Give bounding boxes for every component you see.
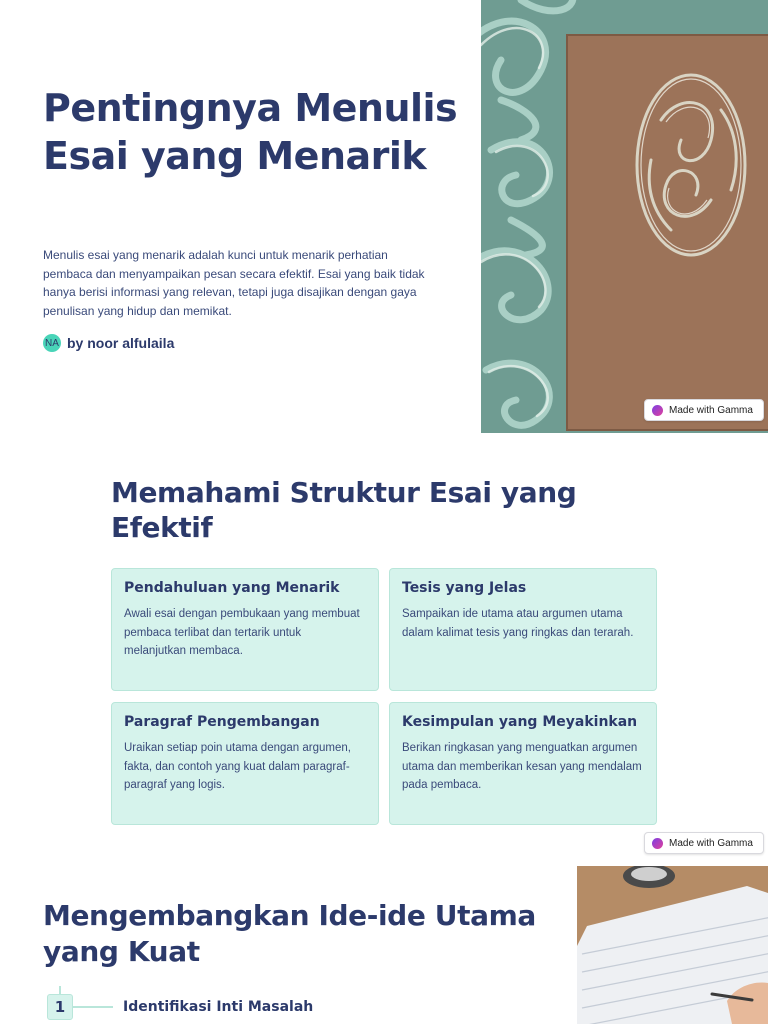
card-tesis xyxy=(389,568,657,691)
card-text: Berikan ringkasan yang menguatkan argumen utama dan memberikan kesan yang mendalam pada pembaca. xyxy=(402,742,642,791)
step-item xyxy=(47,994,313,1020)
avatar: NA xyxy=(43,334,61,352)
step-number: 1 xyxy=(47,994,73,1020)
slide-1-description: Menulis esai yang menarik adalah kunci untuk menarik perhatian pembaca dan menyampaikan pesan secara efektif. Esai yang baik tidak hanya berisi informasi yang relevan, tetapi juga disajikan dengan gaya penulisan yang hidup dan memikat. xyxy=(43,248,425,318)
card-title: Paragraf Pengembangan xyxy=(124,714,320,730)
slide-2 xyxy=(0,433,768,866)
card-kesimpulan xyxy=(389,702,657,825)
author-name: by noor alfulaila xyxy=(67,335,175,351)
slide-1-title: Pentingnya Menulis Esai yang Menarik xyxy=(43,86,458,178)
card-text: Awali esai dengan pembukaan yang membuat pembaca terlibat dan tertarik untuk melanjutkan membaca. xyxy=(124,608,360,657)
step-connector-line xyxy=(73,1006,113,1008)
card-title: Tesis yang Jelas xyxy=(402,580,527,596)
slide-1 xyxy=(0,0,768,433)
slide-3-title: Mengembangkan Ide-ide Utama yang Kuat xyxy=(43,899,536,968)
made-with-gamma-badge[interactable] xyxy=(644,399,764,421)
card-text: Sampaikan ide utama atau argumen utama dalam kalimat tesis yang ringkas dan terarah. xyxy=(402,608,634,639)
ornamental-carving-image xyxy=(481,0,768,433)
badge-label: Made with Gamma xyxy=(669,837,753,849)
card-paragraf xyxy=(111,702,379,825)
slide-3 xyxy=(0,866,768,1024)
badge-label: Made with Gamma xyxy=(669,404,753,416)
card-pendahuluan xyxy=(111,568,379,691)
card-title: Pendahuluan yang Menarik xyxy=(124,580,340,596)
gamma-logo-icon xyxy=(652,838,663,849)
slide-2-title: Memahami Struktur Esai yang Efektif xyxy=(111,476,577,544)
author-block xyxy=(43,334,174,352)
card-text: Uraikan setiap poin utama dengan argumen, fakta, dan contoh yang kuat dalam paragraf-paragraf yang logis. xyxy=(124,742,351,791)
made-with-gamma-badge[interactable] xyxy=(644,832,764,854)
gamma-logo-icon xyxy=(652,405,663,416)
step-label: Identifikasi Inti Masalah xyxy=(123,999,314,1015)
card-title: Kesimpulan yang Meyakinkan xyxy=(402,714,638,730)
writing-paper-image xyxy=(577,866,768,1024)
step-connector xyxy=(59,986,61,994)
